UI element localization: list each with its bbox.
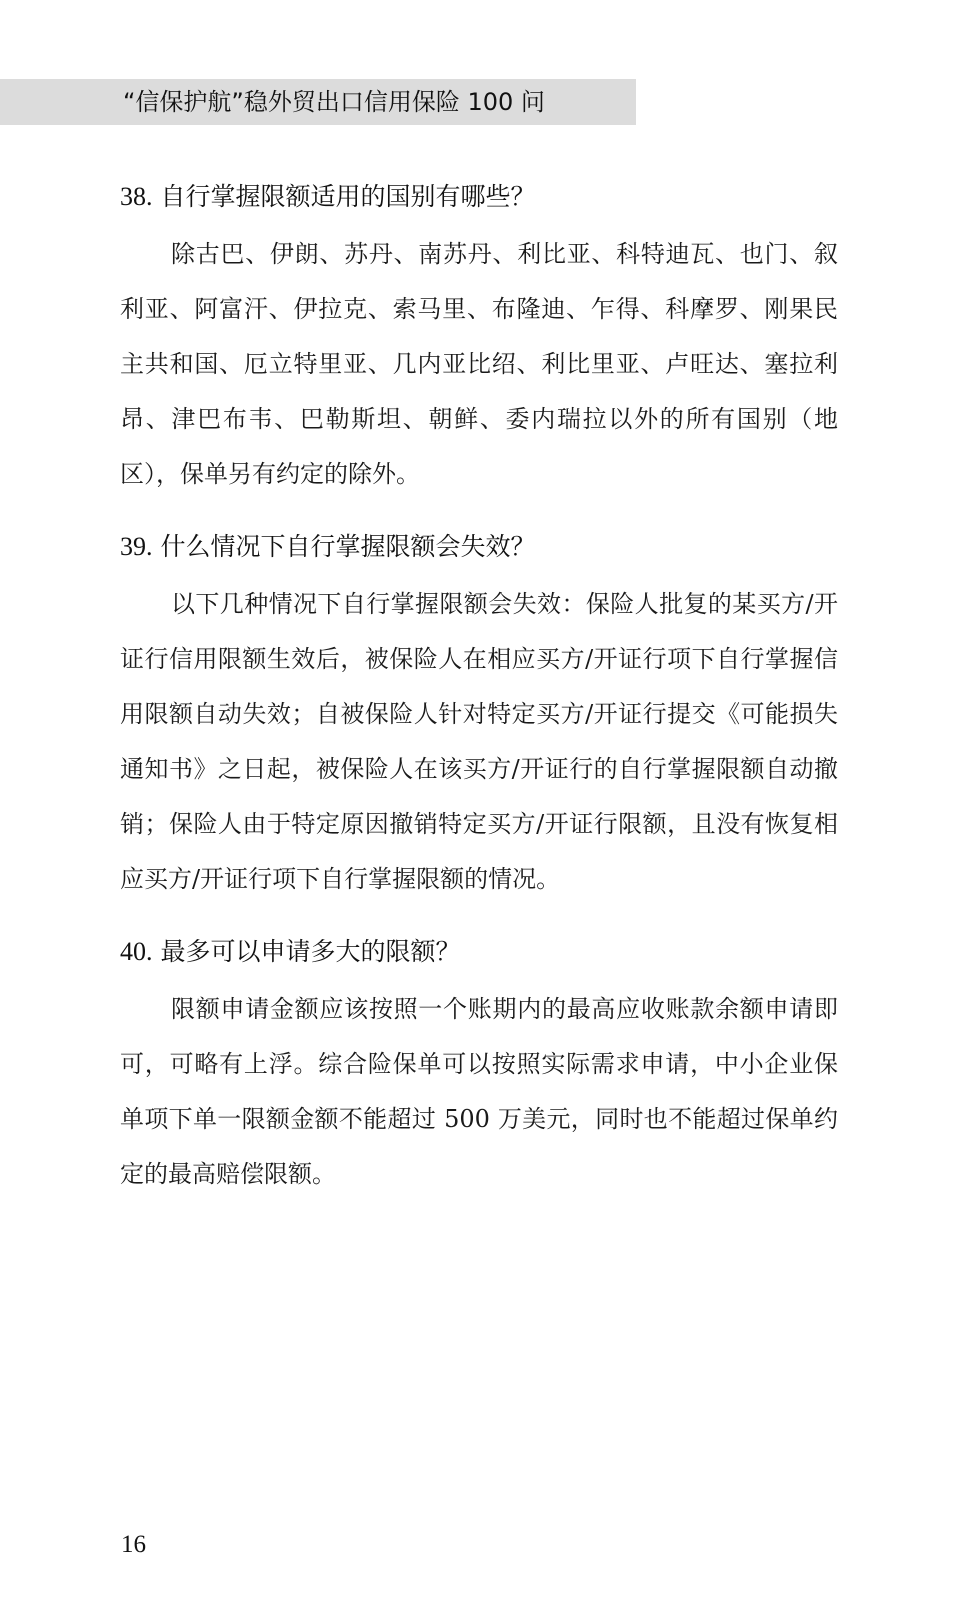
question-text: 最多可以申请多大的限额？ [160,937,461,966]
question-text: 什么情况下自行掌握限额会失效？ [160,532,536,561]
running-header-title: “信保护航”稳外贸出口信用保险 100 问 [123,88,545,116]
question-number: 40. [120,937,153,966]
page-number: 16 [121,1531,146,1558]
question-number: 39. [120,532,153,561]
question-title [120,530,838,564]
answer-paragraph: 除古巴、伊朗、苏丹、南苏丹、利比亚、科特迪瓦、也门、叙利亚、阿富汗、伊拉克、索马里、布隆迪、乍得、科摩罗、刚果民主共和国、厄立特里亚、几内亚比绍、利比里亚、卢旺达、塞拉利昂、津巴布韦、巴勒斯坦、朝鲜、委内瑞拉以外的所有国别（地区），保单另有约定的除外。 [120,240,838,488]
question-text: 自行掌握限额适用的国别有哪些？ [160,182,536,211]
answer-paragraph: 以下几种情况下自行掌握限额会失效：保险人批复的某买方/开证行信用限额生效后，被保险人在相应买方/开证行项下自行掌握信用限额自动失效；自被保险人针对特定买方/开证行提交《可能损失通知书》之日起，被保险人在该买方/开证行的自行掌握限额自动撤销；保险人由于特定原因撤销特定买方/开证行限额，且没有恢复相应买方/开证行项下自行掌握限额的情况。 [120,590,838,893]
question-number: 38. [120,182,153,211]
answer-paragraph: 限额申请金额应该按照一个账期内的最高应收账款余额申请即可，可略有上浮。综合险保单可以按照实际需求申请，中小企业保单项下单一限额金额不能超过 500 万美元，同时也不能超过保单约定的最高赔偿限额。 [120,995,838,1188]
question-38 [120,180,838,502]
question-title [120,935,838,969]
question-title [120,180,838,214]
question-40 [120,935,838,1202]
question-39 [120,530,838,907]
